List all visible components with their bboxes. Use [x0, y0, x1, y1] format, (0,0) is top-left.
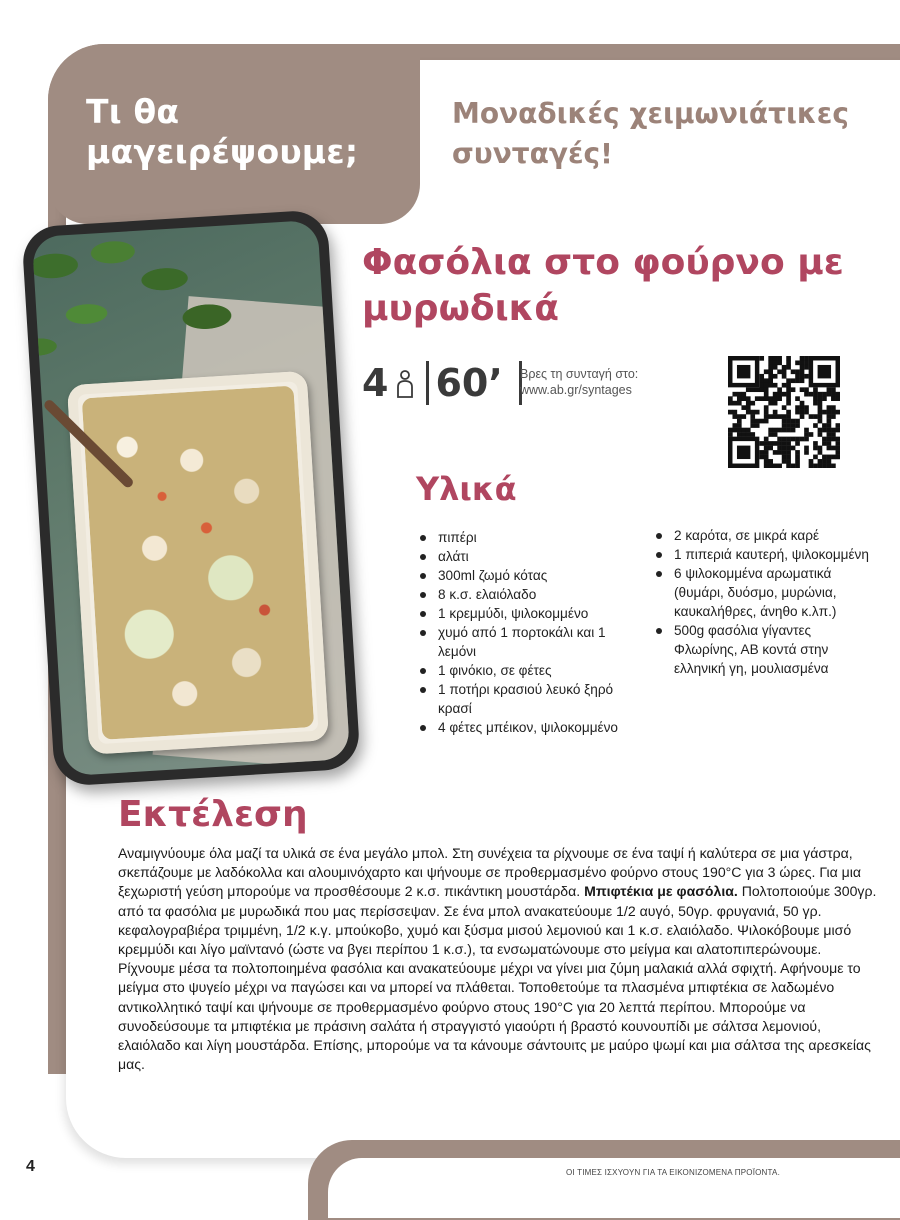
servings-count: 4: [362, 361, 389, 405]
beans-image: [82, 386, 314, 740]
list-item: αλάτι: [416, 547, 636, 566]
footer-panel: [328, 1158, 900, 1218]
recipe-photo: [32, 220, 350, 776]
section-title: Τι θα μαγειρέψουμε;: [86, 92, 359, 171]
ingredients-list-2: [652, 526, 872, 678]
list-item: 1 φινόκιο, σε φέτες: [416, 661, 636, 680]
execution-text: [118, 844, 880, 1074]
price-disclaimer: ΟΙ ΤΙΜΕΣ ΙΣΧΥΟΥΝ ΓΙΑ ΤΑ ΕΙΚΟΝΙΖΟΜΕΝΑ ΠΡΟΪΟΝΤΑ.: [566, 1168, 780, 1177]
ingredients-heading: Υλικά: [416, 470, 517, 508]
recipe-link-info: [520, 366, 638, 398]
list-item: πιπέρι: [416, 528, 636, 547]
execution-heading: Εκτέλεση: [118, 794, 308, 835]
find-label: Βρες τη συνταγή στο:: [520, 367, 639, 381]
qr-code-icon[interactable]: [728, 356, 840, 468]
phone-photo: [21, 209, 361, 787]
list-item: 500g φασόλια γίγαντες Φλωρίνης, ΑΒ κοντά στην ελληνική γη, μουλιασμένα: [652, 621, 872, 678]
person-icon: [394, 363, 416, 403]
list-item: 6 ψιλοκομμένα αρωματικά (θυμάρι, δυόσμο, μυρώνια, καυκαλήθρες, άνηθο κ.λπ.): [652, 564, 872, 621]
section-subtitle: Μοναδικές χειμωνιάτικες συνταγές!: [452, 97, 849, 170]
ingredients-list-1: [416, 528, 636, 737]
list-item: 4 φέτες μπέικον, ψιλοκομμένο: [416, 718, 636, 737]
execution-paragraph: Πολτοποιούμε 300γρ. από τα φασόλια με μυρωδικά που μας περίσσεψαν. Σε ένα μπολ ανακατεύουμε 1/2 αυγό, 50γρ. φρυγανιά, 50 γρ. κεφαλογραβιέρα τριμμένη, 1/2 κ.γ. μπούκοβο, χυμό και ξύσμα μισού λεμονιού και 1 κ.σ. ελαιόλαδο. Ψιλοκόβουμε μισό κρεμμύδι και λίγο μαϊντανό (ώστε να βγει περίπου 1 κ.σ.), τα ενσωματώνουμε στο μείγμα και αλατοπιπερώνουμε. Ρίχνουμε μέσα τα πολτοποιημένα φασόλια και ανακατεύουμε μέχρι να γίνει μια ζύμη μαλακιά αλλά σφιχτή. Αφήνουμε το μείγμα στο ψυγείο μέχρι να παγώσει και να μπορεί να πλάθεται. Τοποθετούμε τα πλασμένα μπιφτέκια σε λαδωμένο αντικολλητικό ταψί και ψήνουμε σε προθερμασμένο φούρνο στους 190°C για 20 λεπτά περίπου. Μπορούμε να συνοδεύσουμε τα μπιφτέκια με πράσινη σαλάτα ή στραγγιστό γιαούρτι ή βραστό κουνουπίδι με σάλτσα λεμονιού, ελαιόλαδο και λίγη μουστάρδα. Επίσης, μπορούμε να τα κάνουμε σάντουιτς με μαύρο ψωμί και μια σάλτσα της αρεσκείας μας.: [118, 883, 877, 1073]
cook-time: 60’: [435, 361, 503, 405]
list-item: 1 κρεμμύδι, ψιλοκομμένο: [416, 604, 636, 623]
list-item: 8 κ.σ. ελαιόλαδο: [416, 585, 636, 604]
list-item: 2 καρότα, σε μικρά καρέ: [652, 526, 872, 545]
execution-bold-phrase: Μπιφτέκια με φασόλια.: [584, 883, 738, 900]
list-item: χυμό από 1 πορτοκάλι και 1 λεμόνι: [416, 623, 636, 661]
page-number: 4: [26, 1158, 35, 1175]
dish-image: [67, 371, 329, 755]
list-item: 1 πιπεριά καυτερή, ψιλοκομμένη: [652, 545, 872, 564]
recipe-meta: [362, 358, 532, 408]
herbs-image: [32, 220, 260, 378]
list-item: 300ml ζωμό κότας: [416, 566, 636, 585]
recipe-title: Φασόλια στο φούρνο με μυρωδικά: [362, 242, 844, 329]
meta-divider: [426, 361, 429, 405]
list-item: 1 ποτήρι κρασιού λευκό ξηρό κρασί: [416, 680, 636, 718]
execution-paragraph: Αναμιγνύουμε όλα μαζί τα υλικά σε ένα μεγάλο μπολ. Στη συνέχεια τα ρίχνουμε σε ένα ταψί ή καλύτερα σε μια γάστρα, σκεπάζουμε με λαδόκολλα και αλουμινόχαρτο και ψήνουμε σε προθερμασμένο φούρνο στους 190°C για 3 ώρες. Για μια ξεχωριστή γεύση μπορούμε να προσθέσουμε 2 κ.σ. πικάντικη μουστάρδα.: [118, 845, 862, 900]
find-url[interactable]: www.ab.gr/syntages: [520, 383, 632, 397]
